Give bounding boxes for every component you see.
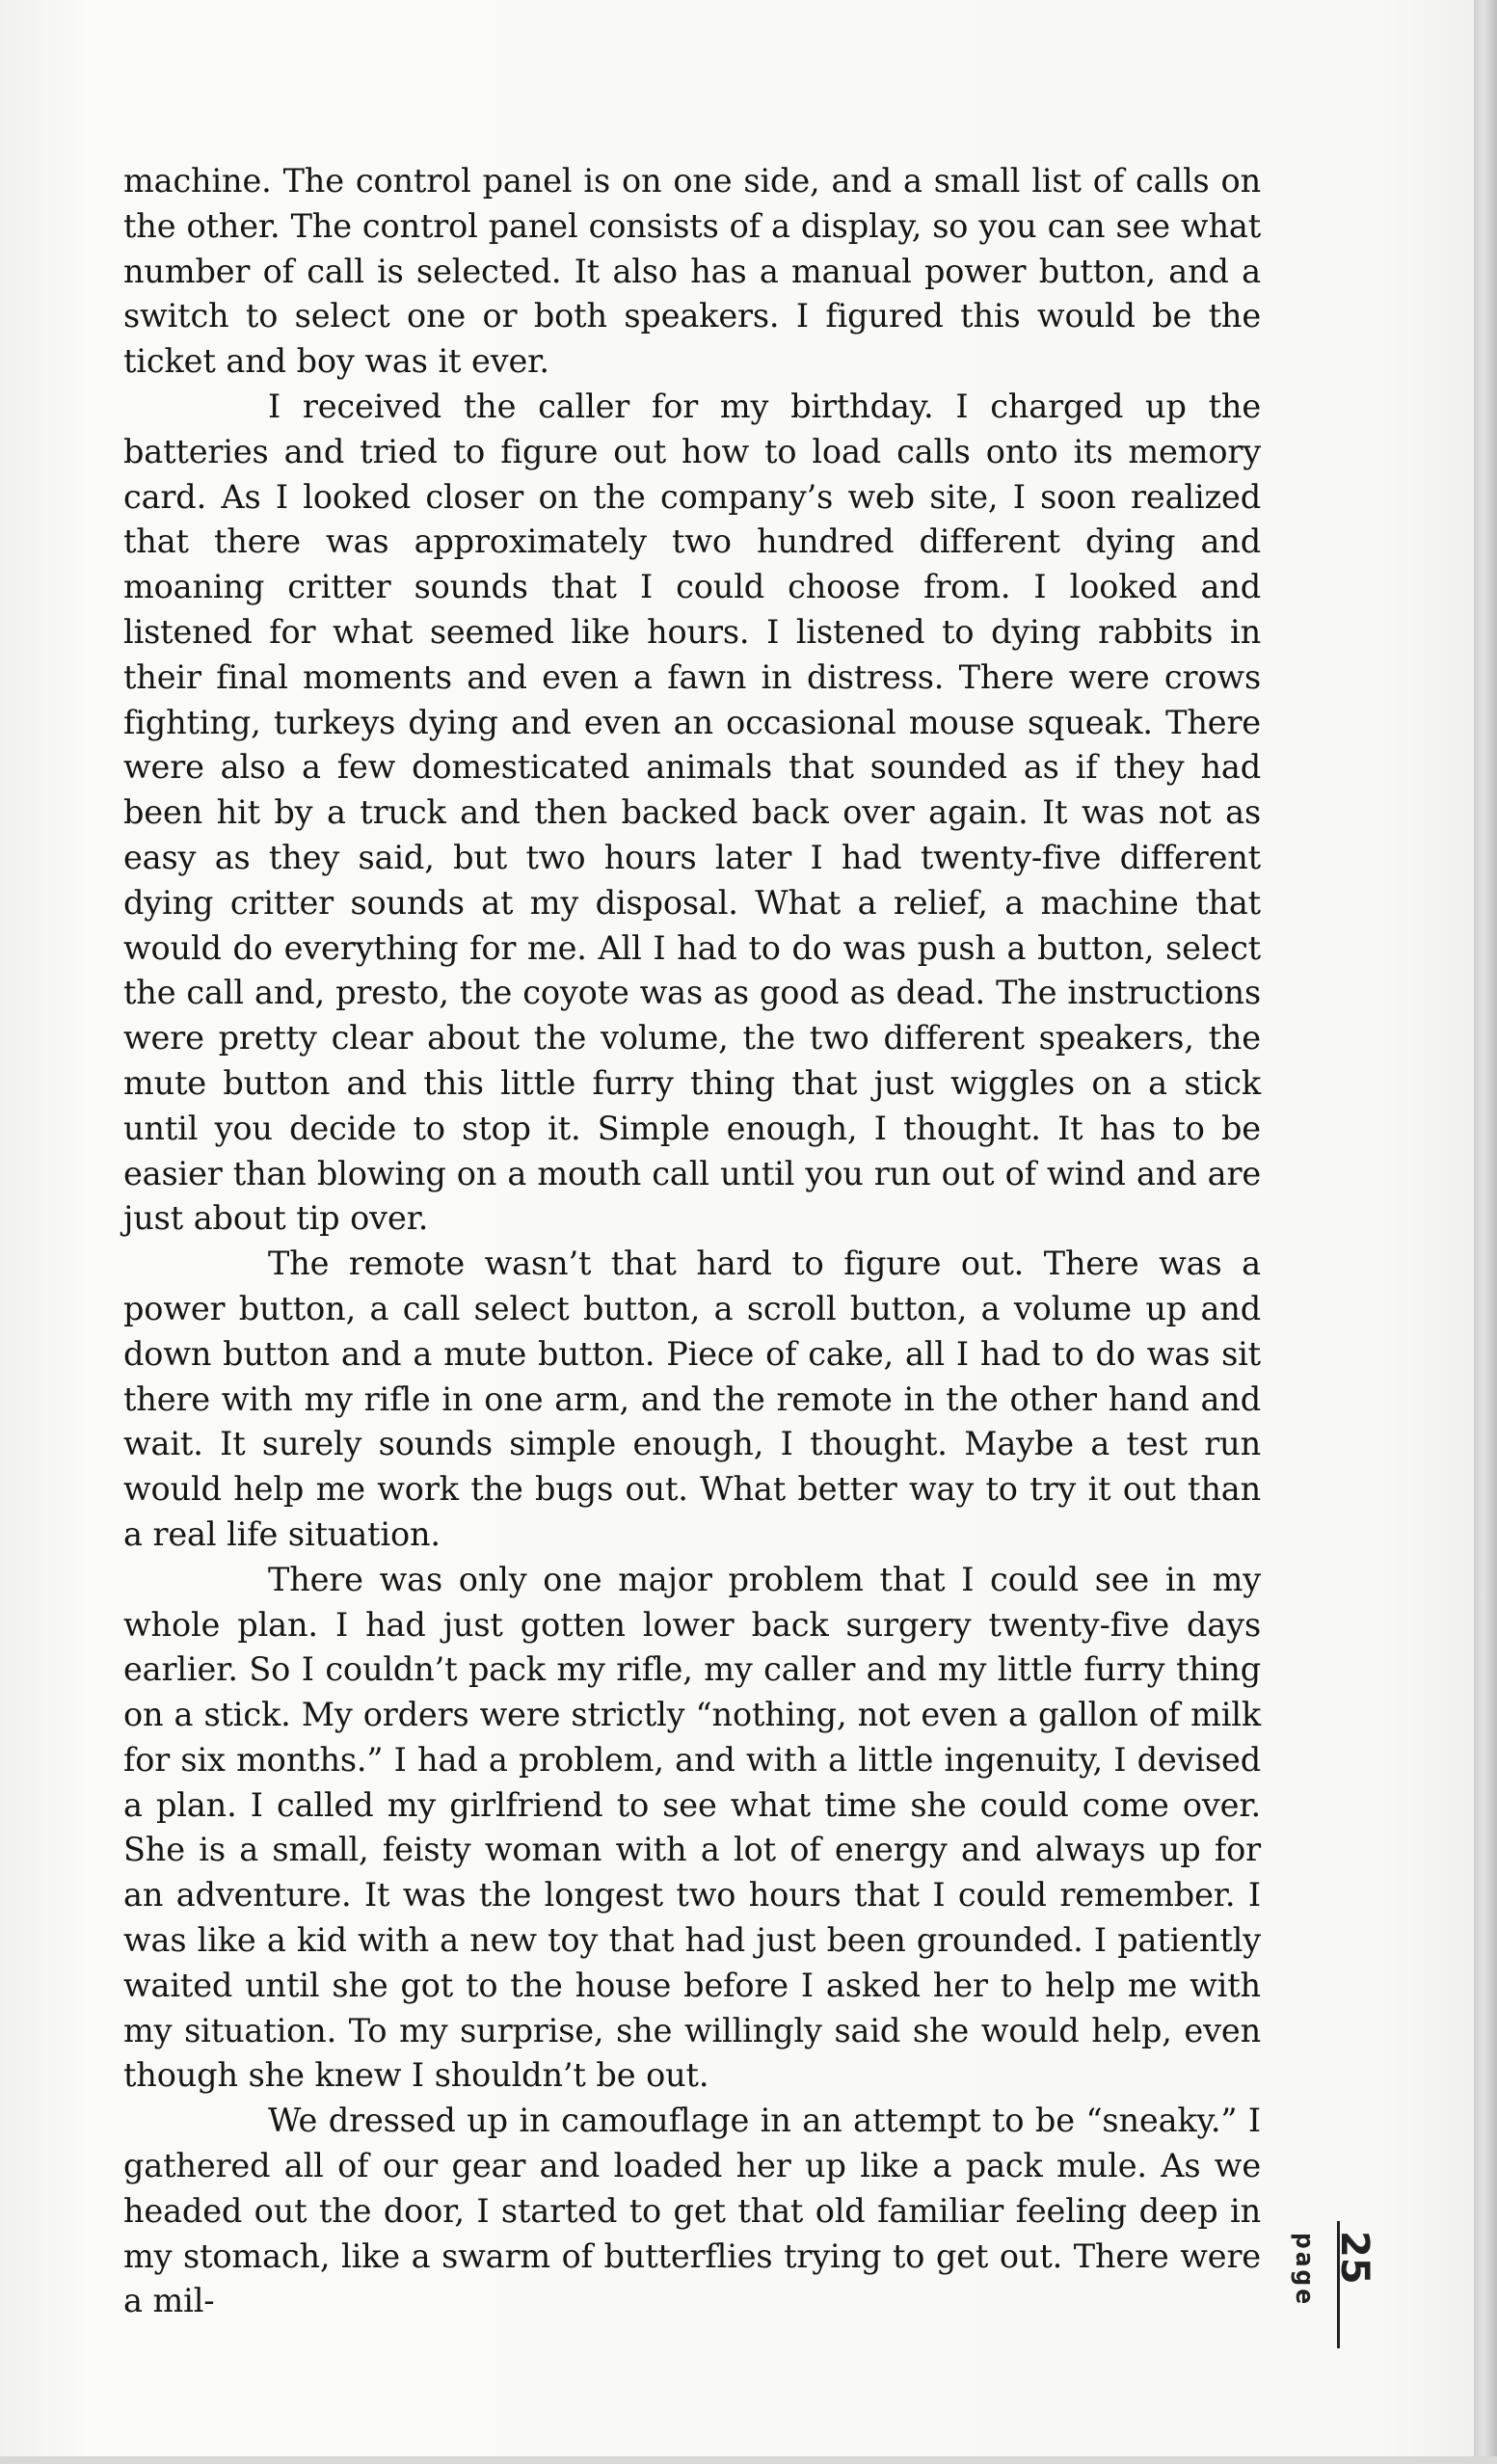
body-text xyxy=(123,159,1261,2324)
page-edge-shadow xyxy=(1474,0,1497,2464)
page-bottom-edge xyxy=(0,2456,1497,2464)
folio-label: page xyxy=(1290,2233,1319,2308)
paragraph-3: The remote wasn’t that hard to figure out. There was a power button, a call select button, a scroll button, a volume up and down button and a mute button. Piece of cake, all I had to do was sit there with my rifle in one arm, and the remote in the other hand and wait. It surely sounds simple enough, I thought. Maybe a test run would help me work the bugs out. What better way to try it out than a real life situation. xyxy=(123,1245,1261,1553)
page-number: 25 xyxy=(1332,2231,1377,2285)
paragraph-5: We dressed up in camouflage in an attempt to be “sneaky.” I gathered all of our gear and loaded her up like a pack mule. As we headed out the door, I started to get that old familiar feeling deep in my stomach, like a swarm of butterflies trying to get out. There were a mil- xyxy=(123,2102,1261,2320)
paragraph-2: I received the caller for my birthday. I charged up the batteries and tried to figure out how to load calls onto its memory card. As I looked closer on the company’s web site, I soon realized that there was approximately two hundred different dying and moaning critter sounds that I could choose from. I looked and listened for what seemed like hours. I listened to dying rabbits in their final moments and even a fawn in distress. There were crows fighting, turkeys dying and even an occasional mouse squeak. There were also a few domesticated animals that sounded as if they had been hit by a truck and then backed back over again. It was not as easy as they said, but two hours later I had twenty-five different dying critter sounds at my disposal. What a relief, a machine that would do everything for me. All I had to do was push a button, select the call and, presto, the coyote was as good as dead. The instructions were pretty clear about the volume, the two different speakers, the mute button and this little furry thing that just wiggles on a stick until you decide to stop it. Simple enough, I thought. It has to be easier than blowing on a mouth call until you run out of wind and are just about tip over. xyxy=(123,387,1261,1238)
paragraph-4: There was only one major problem that I could see in my whole plan. I had just gotten lower back surgery twenty-five days earlier. So I couldn’t pack my rifle, my caller and my little furry thing on a stick. My orders were strictly “nothing, not even a gallon of milk for six months.” I had a problem, and with a little ingenuity, I devised a plan. I called my girlfriend to see what time she could come over. She is a small, feisty woman with a lot of energy and always up for an adventure. It was the longest two hours that I could remember. I was like a kid with a new toy that had just been grounded. I patiently waited until she got to the house before I asked her to help me with my situation. To my surprise, she willingly said she would help, even though she knew I shouldn’t be out. xyxy=(123,1560,1261,2095)
page-folio xyxy=(1290,2213,1391,2358)
paragraph-1: machine. The control panel is on one side, and a small list of calls on the other. The control panel consists of a display, so you can see what number of call is selected. It also has a manual power button, and a switch to select one or both speakers. I figured this would be the ticket and boy was it ever. xyxy=(123,162,1261,381)
